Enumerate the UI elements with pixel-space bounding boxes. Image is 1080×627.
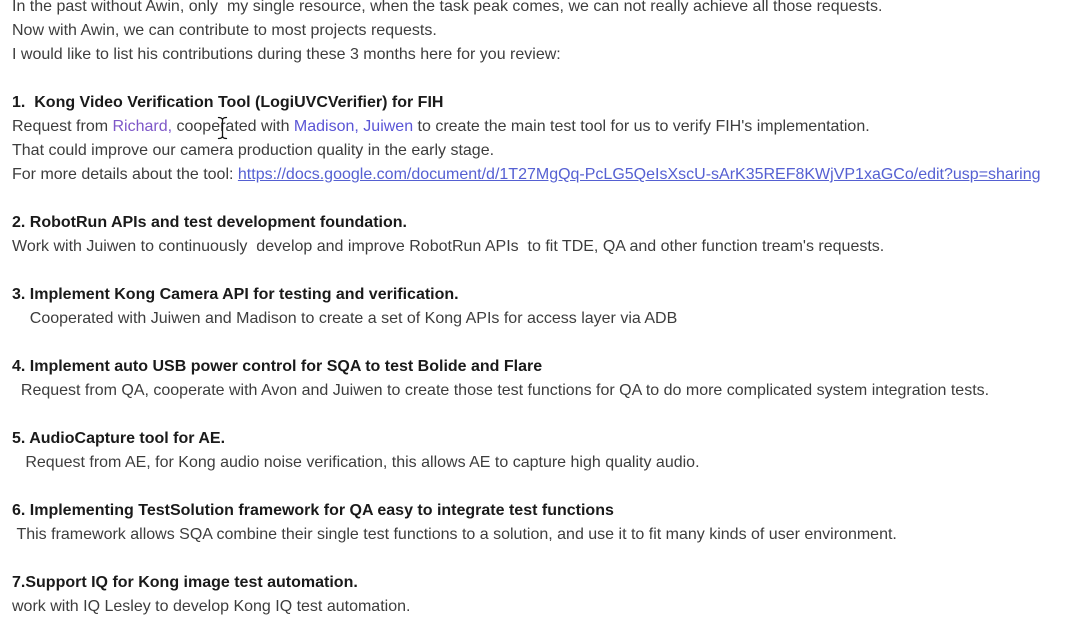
intro-line-1: In the past without Awin, only my single resource, when the task peak comes, we can not really achieve all those requests. [12, 0, 883, 15]
section-7-body: work with IQ Lesley to develop Kong IQ test automation. [12, 598, 411, 615]
s1-text-1: Request from [12, 118, 113, 135]
section-1 [12, 91, 1072, 187]
s1-url-prefix: For more details about the tool: [12, 166, 238, 183]
section-6 [12, 499, 1072, 547]
section-1-body-line-2: That could improve our camera production quality in the early stage. [12, 142, 495, 159]
section-5 [12, 427, 1072, 475]
intro-paragraph [12, 0, 1072, 67]
section-4-heading: 4. Implement auto USB power control for SQA to test Bolide and Flare [12, 358, 543, 375]
section-6-body: This framework allows SQA combine their single test functions to a solution, and use it to fit many kinds of user environment. [12, 526, 897, 543]
section-1-heading: 1. Kong Video Verification Tool (LogiUVCVerifier) for FIH [12, 94, 444, 111]
link-richard[interactable]: Richard, [112, 118, 173, 135]
section-7 [12, 571, 1072, 619]
section-5-heading: 5. AudioCapture tool for AE. [12, 430, 226, 447]
intro-line-3: I would like to list his contributions during these 3 months here for you review: [12, 46, 561, 63]
section-1-body-line-1 [12, 115, 1072, 139]
section-2-body: Work with Juiwen to continuously develop and improve RobotRun APIs to fit TDE, QA and other function tream's requests. [12, 238, 885, 255]
section-3-body: Cooperated with Juiwen and Madison to create a set of Kong APIs for access layer via ADB [12, 310, 678, 327]
section-3-heading: 3. Implement Kong Camera API for testing and verification. [12, 286, 459, 303]
section-3 [12, 283, 1072, 331]
s1-text-2: cooperated with [172, 118, 294, 135]
section-4 [12, 355, 1072, 403]
section-1-body-line-3 [12, 163, 1072, 187]
section-7-heading: 7.Support IQ for Kong image test automation. [12, 574, 358, 591]
section-2-heading: 2. RobotRun APIs and test development foundation. [12, 214, 407, 231]
google-doc-link[interactable]: https://docs.google.com/document/d/1T27MgQq-PcLG5QeIsXscU-sArK35REF8KWjVP1xaGCo/edit?usp=sharing [237, 166, 1041, 183]
link-madison-juiwen[interactable]: Madison, Juiwen [293, 118, 414, 135]
section-5-body: Request from AE, for Kong audio noise verification, this allows AE to capture high quality audio. [12, 454, 700, 471]
section-2 [12, 211, 1072, 259]
s1-text-3: to create the main test tool for us to verify FIH's implementation. [413, 118, 870, 135]
intro-line-2: Now with Awin, we can contribute to most projects requests. [12, 22, 437, 39]
section-6-heading: 6. Implementing TestSolution framework for QA easy to integrate test functions [12, 502, 614, 519]
section-4-body: Request from QA, cooperate with Avon and Juiwen to create those test functions for QA to do more complicated system integration tests. [12, 382, 990, 399]
